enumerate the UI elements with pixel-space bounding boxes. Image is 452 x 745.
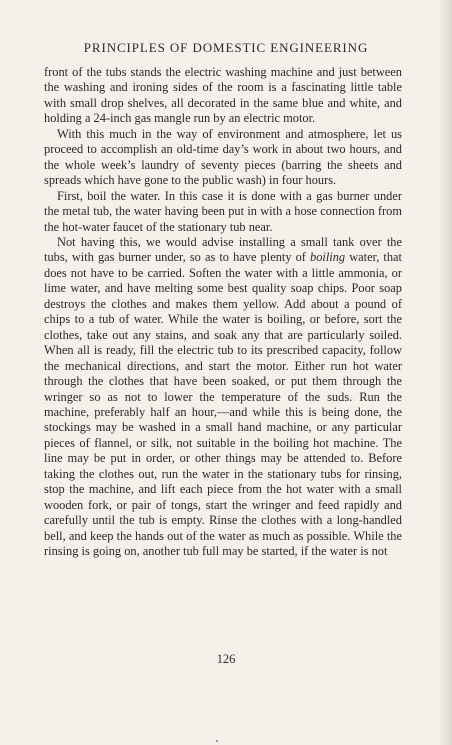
paragraph-text: Not having this, we would advise installing a small tank over the tubs, with gas burner under, so as to have plenty of	[44, 234, 402, 265]
paper-speck	[216, 740, 218, 742]
body-paragraph: front of the tubs stands the electric washing machine and just between the washing and ironing sides of the room is a fascinating little table with small drop shelves, all decorated in the same blue and white, and holding a 24-inch gas mangle run by an electric motor.	[44, 65, 402, 126]
body-paragraph	[44, 235, 402, 560]
body-paragraph: With this much in the way of environment and atmosphere, let us proceed to accomplish an old-time day’s work in about two hours, and the whole week’s laundry of seventy pieces (barring the sheets and spreads which have gone to the public wash) in four hours.	[44, 126, 402, 188]
paragraph-text: water, that does not have to be carried. Soften the water with a little ammonia, or lime water, and have melting some best quality soap chips. Poor soap destroys the clothes and makes them yellow. Add about a pound of chips to a tub of water. While the water is boiling, or before, sort the clothes, take out any stains, and soak any that are particularly soiled. When all is ready, fill the electric tub to its prescribed capacity, follow the mechanical directions, and start the motor. Either run hot water through the clothes that have been soaked, or put them through the wringer so as not to lower the temperature of the suds. Run the machine, preferably half an hour,—and while this is being done, the stockings may be washed in a small hand machine, or any particular pieces of flannel, or silk, not suitable in the boiling hot machine. The line may be put in order, or other things may be attended to. Before taking the clothes out, run the water in the stationary tubs for rinsing, stop the machine, and lift each piece from the hot water with a small wooden fork, or pair of tongs, start the wringer and feed rapidly and carefully until the tub is empty. Rinse the clothes with a long-handled bell, and keep the hands out of the water as much as possible. While the rinsing is going on, another tub full may be started, if the water is not	[44, 250, 402, 559]
running-head: PRINCIPLES OF DOMESTIC ENGINEERING	[83, 40, 369, 55]
page-number: 126	[216, 652, 236, 666]
body-paragraph: First, boil the water. In this case it is done with a gas burner under the metal tub, the water having been put in with a hose connection from the hot-water faucet of the stationary tub near.	[44, 188, 402, 234]
page-edge-shadow	[438, 0, 452, 745]
emphasis-word: boiling	[310, 250, 346, 265]
page-body	[44, 65, 402, 560]
